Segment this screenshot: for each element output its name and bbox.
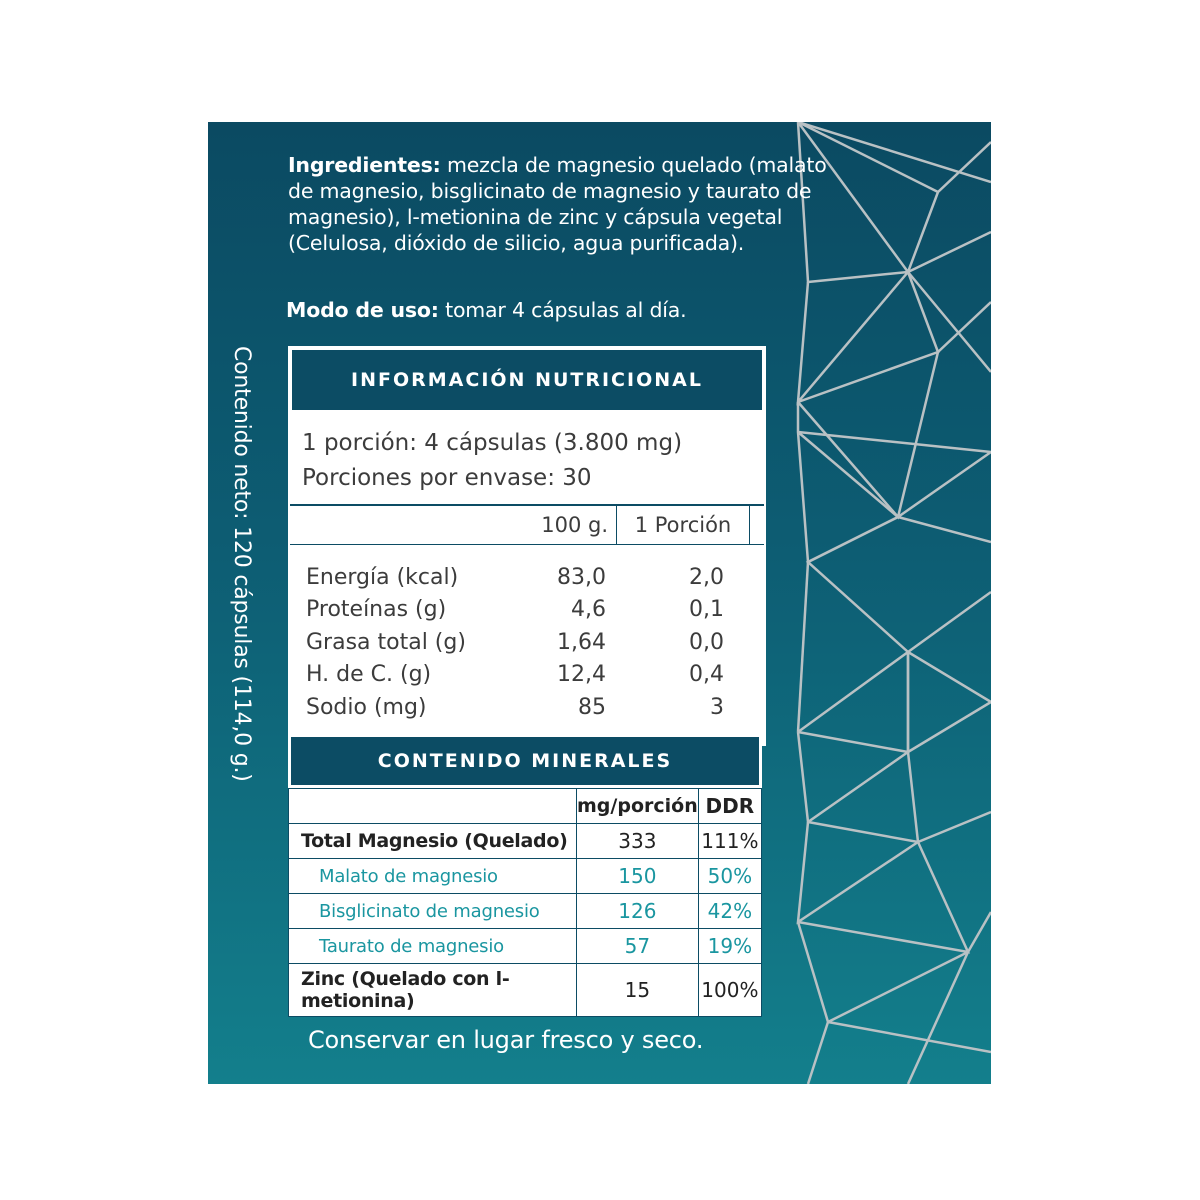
nutrient-per100: 12,4 xyxy=(557,662,606,688)
mineral-row xyxy=(289,824,762,859)
nutrient-portion: 3 xyxy=(710,694,724,720)
mineral-row xyxy=(289,964,762,1017)
nutrition-row xyxy=(290,594,764,627)
storage-note: Conservar en lugar fresco y seco. xyxy=(308,1026,704,1054)
mineral-row xyxy=(289,929,762,964)
mineral-name: Bisglicinato de magnesio xyxy=(289,894,577,929)
servings-per-container: Porciones por envase: 30 xyxy=(302,465,592,491)
nutrition-col-100g: 100 g. xyxy=(516,506,617,544)
mineral-row xyxy=(289,894,762,929)
minerals-table xyxy=(288,788,762,1017)
serving-info xyxy=(290,412,764,506)
usage-body: tomar 4 cápsulas al día. xyxy=(445,298,687,322)
minerals-col-name xyxy=(289,789,577,824)
minerals-col-mg: mg/porción xyxy=(577,789,699,824)
mineral-name: Zinc (Quelado con l-metionina) xyxy=(289,964,577,1017)
nutrient-per100: 85 xyxy=(578,694,606,720)
mineral-ddr: 42% xyxy=(698,894,761,929)
nutrient-name: H. de C. (g) xyxy=(306,662,432,688)
nutrition-rows xyxy=(290,545,764,744)
nutrient-per100: 83,0 xyxy=(557,564,606,590)
usage-text xyxy=(286,298,686,322)
nutrition-row xyxy=(290,691,764,724)
nutrient-per100: 4,6 xyxy=(571,597,606,623)
mineral-mg: 333 xyxy=(577,824,699,859)
mineral-row xyxy=(289,859,762,894)
nutrient-portion: 0,0 xyxy=(689,629,724,655)
nutrient-name: Proteínas (g) xyxy=(306,597,447,623)
mineral-mg: 15 xyxy=(577,964,699,1017)
nutrition-column-header xyxy=(290,506,764,545)
usage-label: Modo de uso: xyxy=(286,298,439,322)
nutrient-name: Sodio (mg) xyxy=(306,694,427,720)
net-content: Contenido neto: 120 cápsulas (114,0 g.) xyxy=(229,346,254,782)
nutrition-title: INFORMACIÓN NUTRICIONAL xyxy=(292,350,762,410)
ingredients-label: Ingredientes: xyxy=(288,153,441,177)
mineral-ddr: 100% xyxy=(698,964,761,1017)
minerals-title: CONTENIDO MINERALES xyxy=(291,737,759,785)
nutrition-col-portion: 1 Porción xyxy=(617,506,750,544)
product-label xyxy=(208,122,991,1084)
ingredients-body: mezcla de magnesio quelado (malato de magnesio, bisglicinato de magnesio y taurato de magnesio), l-metionina de zinc y cápsula vegetal (Celulosa, dióxido de silicio, agua purificada). xyxy=(288,153,827,255)
mineral-name: Taurato de magnesio xyxy=(289,929,577,964)
nutrient-portion: 2,0 xyxy=(689,564,724,590)
mineral-mg: 57 xyxy=(577,929,699,964)
minerals-header-row xyxy=(289,789,762,824)
mineral-ddr: 50% xyxy=(698,859,761,894)
nutrient-portion: 0,4 xyxy=(689,662,724,688)
nutrition-row xyxy=(290,626,764,659)
mineral-ddr: 111% xyxy=(698,824,761,859)
mineral-ddr: 19% xyxy=(698,929,761,964)
nutrient-name: Grasa total (g) xyxy=(306,629,466,655)
mineral-mg: 126 xyxy=(577,894,699,929)
mineral-name: Total Magnesio (Quelado) xyxy=(289,824,577,859)
nutrient-name: Energía (kcal) xyxy=(306,564,459,590)
nutrient-portion: 0,1 xyxy=(689,597,724,623)
mineral-mg: 150 xyxy=(577,859,699,894)
minerals-panel xyxy=(288,734,762,1017)
serving-size: 1 porción: 4 cápsulas (3.800 mg) xyxy=(302,430,683,456)
nutrient-per100: 1,64 xyxy=(557,629,606,655)
nutrition-row xyxy=(290,561,764,594)
mineral-name: Malato de magnesio xyxy=(289,859,577,894)
nutrition-panel xyxy=(288,346,766,746)
nutrition-row xyxy=(290,659,764,692)
minerals-col-ddr: DDR xyxy=(698,789,761,824)
ingredients-text xyxy=(288,152,848,256)
